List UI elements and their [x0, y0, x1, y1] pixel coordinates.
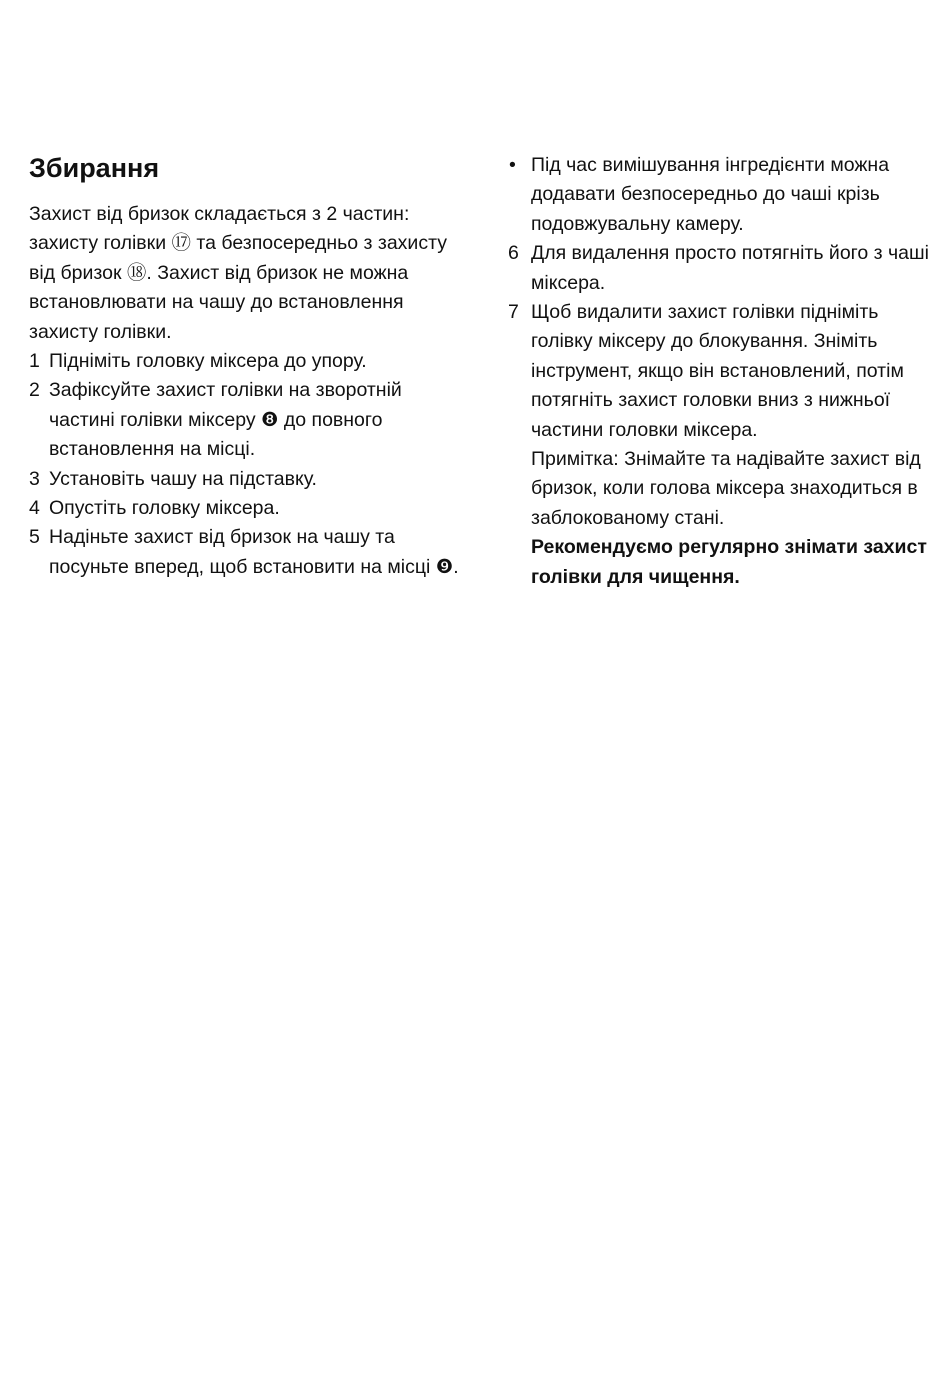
bullet-text: Під час вимішування інгредієнти можна додавати безпосередньо до чаші крізь подовжувальну камеру. [531, 154, 890, 235]
step-text: Надіньте захист від бризок на чашу та посуньте вперед, щоб встановити на місці ❾. [49, 526, 459, 578]
step-text: Підніміть головку міксера до упору. [49, 350, 367, 373]
recommendation-paragraph: Рекомендуємо регулярно знімати захист голівки для чищення. [531, 536, 927, 588]
step-text: Зафіксуйте захист голівки на зворотній частині голівки міксеру ❽ до повного встановлення на місці. [49, 379, 402, 461]
step-number: 6 [508, 242, 519, 265]
step-7 [508, 298, 938, 445]
step-1 [29, 347, 459, 376]
left-column [29, 151, 459, 582]
step-number: 1 [29, 350, 40, 373]
step-2 [29, 376, 459, 464]
step-number: 7 [508, 301, 519, 324]
step-3 [29, 465, 459, 494]
step-number: 2 [29, 379, 40, 402]
intro-paragraph: Захист від бризок складається з 2 частин: захисту голівки ⑰ та безпосередньо з захисту від бризок ⑱. Захист від бризок не можна встановлювати на чашу до встановлення захисту голівки. [29, 203, 447, 343]
bullet-item [508, 151, 938, 239]
right-column [508, 151, 938, 592]
step-4 [29, 494, 459, 523]
note-paragraph: Примітка: Знімайте та надівайте захист від бризок, коли голова міксера знаходиться в заблокованому стані. [531, 448, 921, 529]
step-text: Установіть чашу на підставку. [49, 467, 317, 490]
bullet-icon: • [509, 154, 516, 176]
step-5 [29, 523, 459, 582]
step-text: Опустіть головку міксера. [49, 497, 280, 520]
step-text: Щоб видалити захист голівки підніміть голівку міксеру до блокування. Зніміть інструмент, якщо він встановлений, потім потягніть захист головки вниз з нижньої частини головки міксера. [531, 301, 904, 441]
step-number: 5 [29, 526, 40, 549]
section-title: Збирання [29, 153, 160, 183]
step-text: Для видалення просто потягніть його з чаші міксера. [531, 242, 929, 294]
step-6 [508, 239, 938, 298]
step-number: 4 [29, 497, 40, 520]
step-number: 3 [29, 467, 40, 490]
